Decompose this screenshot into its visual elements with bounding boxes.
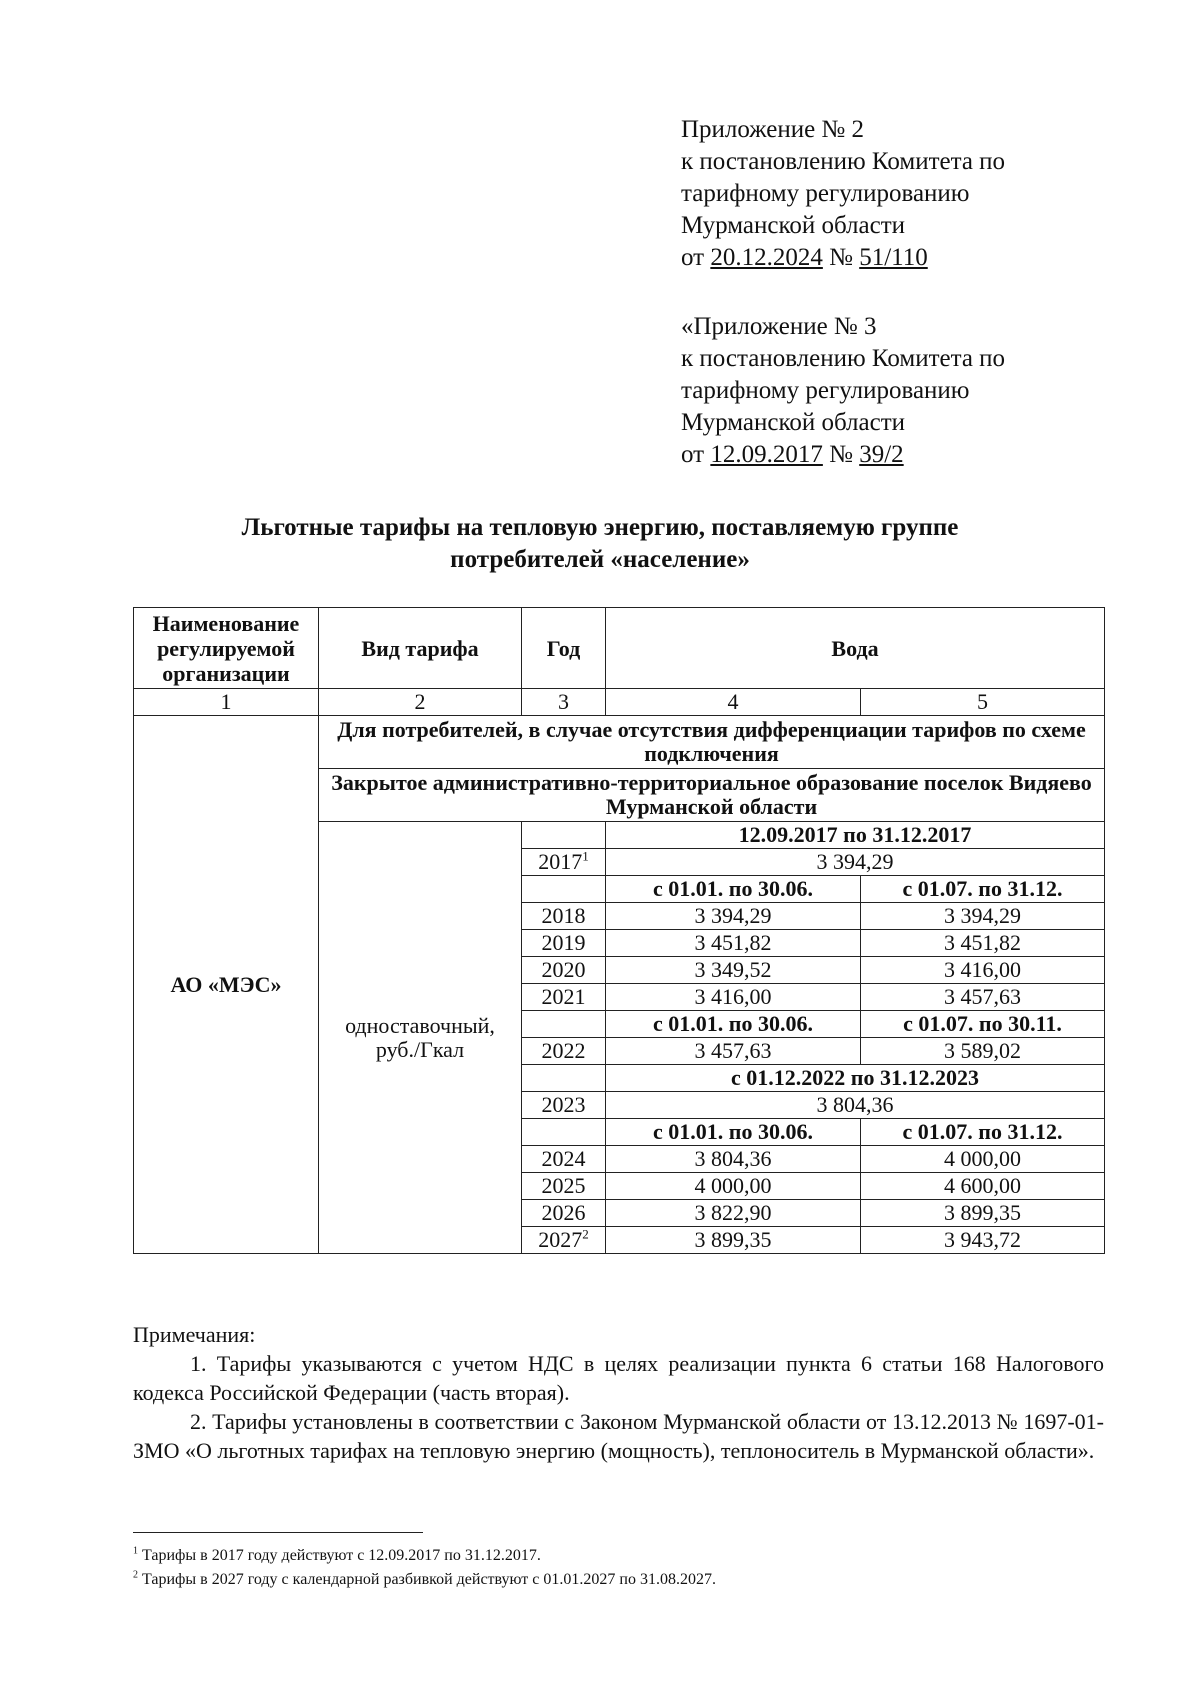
table-header-row — [134, 608, 1105, 689]
date-prefix: от — [681, 244, 711, 271]
year-cell — [522, 849, 606, 876]
section-territory: Закрытое административно-территориальное образование поселок Видяево Мурманской области — [319, 769, 1105, 822]
appendix-line: Мурманской области — [681, 409, 906, 436]
col-number: 2 — [319, 689, 522, 716]
footnote-mark: 2 — [582, 1226, 589, 1242]
period-header: с 01.01. по 30.06. — [606, 1119, 861, 1146]
year-cell — [522, 876, 606, 903]
appendix-date: 12.09.2017 — [710, 441, 823, 468]
year-cell: 2022 — [522, 1038, 606, 1065]
value-cell: 3 822,90 — [606, 1200, 861, 1227]
note-item: 2. Тарифы установлены в соответствии с Законом Мурманской области от 13.12.2013 № 1697-01-ЗМО «О льготных тарифах на тепловую энергию (мощность), теплоноситель в Мурманской области». — [133, 1409, 1104, 1463]
value-cell: 3 394,29 — [606, 849, 1105, 876]
period-header: с 01.07. по 31.12. — [861, 876, 1105, 903]
footnote-divider — [133, 1532, 423, 1533]
year-cell: 2023 — [522, 1092, 606, 1119]
value-cell: 3 394,29 — [606, 903, 861, 930]
year-cell — [522, 1227, 606, 1254]
year-text: 2027 — [538, 1227, 583, 1252]
col-number: 4 — [606, 689, 861, 716]
appendix-number: 39/2 — [859, 441, 904, 468]
value-cell: 3 589,02 — [861, 1038, 1105, 1065]
footnote-mark: 1 — [582, 848, 589, 864]
appendix-line: «Приложение № 3 — [681, 313, 877, 340]
appendix-line: к постановлению Комитета по — [681, 345, 1006, 372]
appendix-header-current — [681, 114, 1005, 274]
footnotes — [133, 1544, 716, 1592]
title-line: потребителей «население» — [450, 546, 750, 573]
period-header: с 01.07. по 30.11. — [861, 1011, 1105, 1038]
col-number: 1 — [134, 689, 319, 716]
period-header: с 01.07. по 31.12. — [861, 1119, 1105, 1146]
appendix-date-line — [681, 242, 1005, 274]
tariff-kind-line: руб./Гкал — [375, 1036, 465, 1062]
tariff-kind-line: одноставочный, — [345, 1012, 495, 1038]
value-cell: 4 600,00 — [861, 1173, 1105, 1200]
value-cell: 3 899,35 — [606, 1227, 861, 1254]
col-number: 5 — [861, 689, 1105, 716]
footnote-mark: 1 — [133, 1545, 138, 1557]
header-tariff-type: Вид тарифа — [319, 608, 522, 689]
value-cell: 3 349,52 — [606, 957, 861, 984]
organization-cell: АО «МЭС» — [134, 716, 319, 1254]
value-cell: 3 804,36 — [606, 1146, 861, 1173]
year-cell: 2026 — [522, 1200, 606, 1227]
appendix-line: к постановлению Комитета по — [681, 148, 1006, 175]
year-cell: 2024 — [522, 1146, 606, 1173]
value-cell: 4 000,00 — [861, 1146, 1105, 1173]
value-cell: 3 416,00 — [861, 957, 1105, 984]
value-cell: 3 457,63 — [861, 984, 1105, 1011]
note-item: 1. Тарифы указываются с учетом НДС в целях реализации пункта 6 статьи 168 Налогового кодекса Российской Федерации (часть вторая). — [133, 1351, 1104, 1405]
header-org: Наименование регулируемой организации — [134, 608, 319, 689]
footnote-item — [133, 1544, 716, 1568]
value-cell: 3 451,82 — [861, 930, 1105, 957]
year-cell: 2021 — [522, 984, 606, 1011]
year-cell — [522, 822, 606, 849]
appendix-number: 51/110 — [859, 244, 928, 271]
year-cell — [522, 1119, 606, 1146]
value-cell: 3 804,36 — [606, 1092, 1105, 1119]
period-header: с 01.12.2022 по 31.12.2023 — [606, 1065, 1105, 1092]
value-cell: 3 899,35 — [861, 1200, 1105, 1227]
year-text: 2017 — [538, 849, 583, 874]
document-title — [130, 512, 1070, 576]
period-header: 12.09.2017 по 31.12.2017 — [606, 822, 1105, 849]
table-row — [134, 716, 1105, 769]
date-prefix: от — [681, 441, 711, 468]
header-water: Вода — [606, 608, 1105, 689]
appendix-line: тарифному регулированию — [681, 377, 970, 404]
value-cell: 3 416,00 — [606, 984, 861, 1011]
appendix-line: Мурманской области — [681, 212, 906, 239]
notes-label: Примечания: — [133, 1322, 256, 1347]
appendix-header-previous — [681, 311, 1005, 471]
value-cell: 4 000,00 — [606, 1173, 861, 1200]
period-header: с 01.01. по 30.06. — [606, 1011, 861, 1038]
column-number-row — [134, 689, 1105, 716]
value-cell: 3 457,63 — [606, 1038, 861, 1065]
appendix-date-line — [681, 439, 1005, 471]
footnote-text: Тарифы в 2027 году с календарной разбивкой действуют с 01.01.2027 по 31.08.2027. — [138, 1571, 716, 1588]
year-cell: 2018 — [522, 903, 606, 930]
year-cell — [522, 1011, 606, 1038]
footnote-item — [133, 1568, 716, 1592]
year-cell: 2025 — [522, 1173, 606, 1200]
header-year: Год — [522, 608, 606, 689]
value-cell: 3 943,72 — [861, 1227, 1105, 1254]
number-prefix: № — [822, 244, 860, 271]
footnote-text: Тарифы в 2017 году действуют с 12.09.2017 по 31.12.2017. — [138, 1547, 541, 1564]
year-cell: 2020 — [522, 957, 606, 984]
appendix-date: 20.12.2024 — [710, 244, 823, 271]
year-cell: 2019 — [522, 930, 606, 957]
value-cell: 3 394,29 — [861, 903, 1105, 930]
notes-section — [133, 1320, 1104, 1465]
footnote-mark: 2 — [133, 1569, 138, 1581]
year-cell — [522, 1065, 606, 1092]
tariff-kind-cell — [319, 822, 522, 1254]
number-prefix: № — [822, 441, 860, 468]
appendix-line: Приложение № 2 — [681, 116, 865, 143]
section-consumers: Для потребителей, в случае отсутствия дифференциации тарифов по схеме подключения — [319, 716, 1105, 769]
col-number: 3 — [522, 689, 606, 716]
tariff-table — [133, 607, 1105, 1254]
value-cell: 3 451,82 — [606, 930, 861, 957]
appendix-line: тарифному регулированию — [681, 180, 970, 207]
period-header: с 01.01. по 30.06. — [606, 876, 861, 903]
title-line: Льготные тарифы на тепловую энергию, поставляемую группе — [241, 514, 959, 541]
